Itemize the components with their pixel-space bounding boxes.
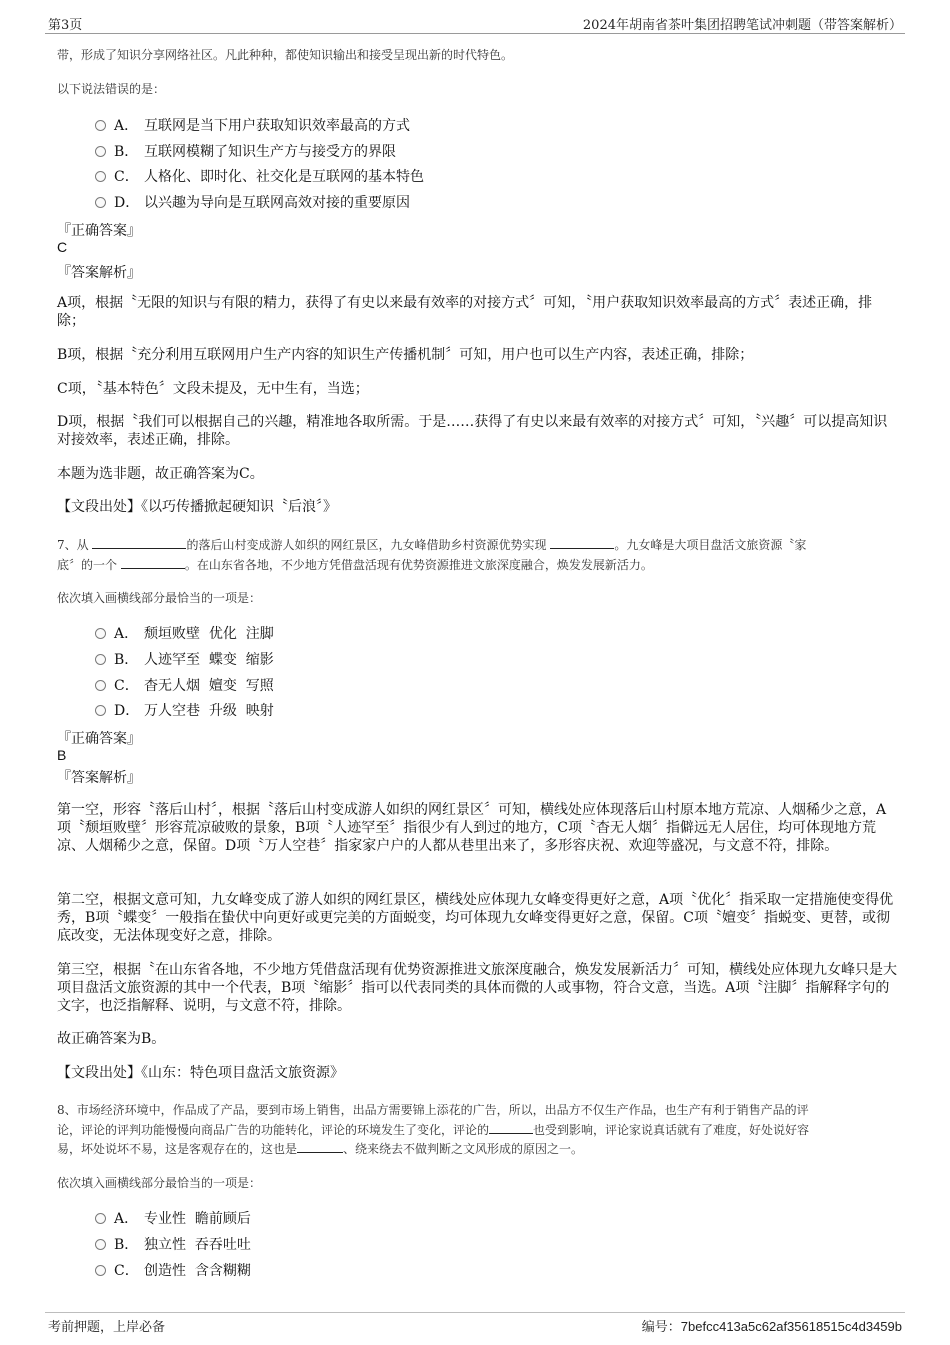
radio-icon[interactable]: [95, 146, 106, 157]
radio-icon[interactable]: [95, 171, 106, 182]
page-header: [45, 14, 905, 34]
q7-analysis-2: 第二空，根据文意可知，九女峰变成了游人如织的网红景区，横线处应体现九女峰变得更好之意，A项〝优化〞指采取一定措施使变得优秀，B项〝蝶变〞一般指在蛰伏中向更好或更完美的方面蜕变，均可体现九女峰变得更好之意，保留。C项〝嬗变〞指蜕变、更替，或彻底改变，无法体现变好之意，排除。: [57, 892, 894, 944]
footer-slogan: 考前押题，上岸必备: [48, 1320, 166, 1335]
q7-stem-line1: 7、从 的落后山村变成游人如织的网红景区，九女峰借助乡村资源优势实现 。九女峰是大项目盘活文旅资源〝家: [57, 535, 806, 553]
q6-intro-tail: 带，形成了知识分享网络社区。凡此种种，都使知识输出和接受呈现出新的时代特色。: [57, 48, 514, 62]
q8-stem-line3: 易，坏处说坏不易，这是客观存在的，这也是 、绕来绕去不做判断之文风形成的原因之一。: [57, 1139, 583, 1157]
q8-blank-2: [297, 1139, 343, 1153]
q6-analysis-label: 『答案解析』: [57, 265, 141, 281]
q6-option-a[interactable]: A． 互联网是当下用户获取知识效率最高的方式: [95, 115, 410, 135]
radio-icon[interactable]: [95, 680, 106, 691]
q8-blank-1: [489, 1120, 533, 1134]
q8-stem-line2: 论，评论的评判功能慢慢向商品广告的功能转化，评论的环境发生了变化，评论的 也受到影响，评论家说真话就有了难度，好处说好容: [57, 1120, 809, 1138]
q6-option-c[interactable]: C． 人格化、即时化、社交化是互联网的基本特色: [95, 166, 424, 186]
q6-answer-label: 『正确答案』: [57, 223, 141, 239]
page-number: 第3页: [48, 18, 83, 33]
q7-analysis-1: 第一空，形容〝落后山村〞，根据〝落后山村变成游人如织的网红景区〞可知，横线处应体现落后山村原本地方荒凉、人烟稀少之意，A项〝颓垣败壁〞形容荒凉破败的景象，B项〝人迹罕至〞指很少有人到过的地方，C项〝杳无人烟〞指僻远无人居住，均可体现地方荒凉、人烟稀少之意，保留。D项〝万人空巷〞指家家户户的人都从巷里出来了，多形容庆祝、欢迎等盛况，与文意不符，排除。: [57, 802, 887, 854]
q7-conclusion: 故正确答案为B。: [57, 1031, 166, 1047]
q8-prompt: 依次填入画横线部分最恰当的一项是：: [57, 1176, 262, 1190]
q7-analysis-label: 『答案解析』: [57, 770, 141, 786]
q7-blank-1: [92, 535, 186, 549]
q7-option-d[interactable]: D． 万人空巷 升级 映射: [95, 700, 274, 720]
document-code: 编号：7befcc413a5c62af35618515c4d3459b: [641, 1319, 902, 1335]
q7-source: 【文段出处】《山东：特色项目盘活文旅资源》: [57, 1065, 344, 1081]
document-title: 2024年胡南省茶叶集团招聘笔试冲刺题（带答案解析）: [582, 18, 902, 33]
radio-icon[interactable]: [95, 1213, 106, 1224]
q6-answer: C: [57, 239, 68, 255]
radio-icon[interactable]: [95, 654, 106, 665]
q8-option-c[interactable]: C． 创造性 含含糊糊: [95, 1260, 251, 1280]
q7-blank-3: [121, 555, 185, 569]
q7-blank-2: [550, 535, 614, 549]
q6-analysis-b: B项，根据〝充分利用互联网用户生产内容的知识生产传播机制〞可知，用户也可以生产内容，表述正确，排除；: [57, 347, 754, 363]
q7-answer-label: 『正确答案』: [57, 731, 141, 747]
q6-source: 【文段出处】《以巧传播掀起硬知识〝后浪〞》: [57, 499, 337, 515]
q6-option-d[interactable]: D． 以兴趣为导向是互联网高效对接的重要原因: [95, 192, 410, 212]
radio-icon[interactable]: [95, 120, 106, 131]
radio-icon[interactable]: [95, 1239, 106, 1250]
radio-icon[interactable]: [95, 1265, 106, 1276]
page-footer: [45, 1312, 905, 1336]
q6-analysis-d: D项，根据〝我们可以根据自己的兴趣，精准地各取所需。于是……获得了有史以来最有效率的对接方式〞可知，〝兴趣〞可以提高知识对接效率，表述正确，排除。: [57, 414, 888, 448]
q6-prompt: 以下说法错误的是：: [57, 82, 166, 96]
radio-icon[interactable]: [95, 705, 106, 716]
radio-icon[interactable]: [95, 197, 106, 208]
q6-conclusion: 本题为选非题，故正确答案为C。: [57, 466, 264, 482]
q7-option-b[interactable]: B． 人迹罕至 蝶变 缩影: [95, 649, 274, 669]
q7-option-a[interactable]: A． 颓垣败壁 优化 注脚: [95, 623, 274, 643]
q7-option-c[interactable]: C． 杳无人烟 嬗变 写照: [95, 675, 274, 695]
q7-answer: B: [57, 747, 67, 763]
q6-analysis-c: C项，〝基本特色〞文段未提及，无中生有，当选；: [57, 381, 369, 397]
q8-stem-line1: 8、市场经济环境中，作品成了产品，要到市场上销售，出品方需要锦上添花的广告，所以，出品方不仅生产作品，也生产有利于销售产品的评: [57, 1103, 809, 1117]
q6-analysis-a: A项，根据〝无限的知识与有限的精力，获得了有史以来最有效率的对接方式〞可知，〝用户获取知识效率最高的方式〞表述正确，排除；: [57, 295, 873, 329]
q7-stem-line2: 底〞的一个 。在山东省各地，不少地方凭借盘活现有优势资源推进文旅深度融合，焕发发展新活力。: [57, 555, 653, 573]
q6-option-b[interactable]: B． 互联网模糊了知识生产方与接受方的界限: [95, 141, 396, 161]
q8-option-b[interactable]: B． 独立性 吞吞吐吐: [95, 1234, 251, 1254]
q7-analysis-3: 第三空，根据〝在山东省各地，不少地方凭借盘活现有优势资源推进文旅深度融合，焕发发展新活力〞可知，横线处应体现九女峰只是大项目盘活文旅资源的其中一个代表，B项〝缩影〞指可以代表同类的具体而微的人或事物，符合文意，当选。A项〝注脚〞指解释字句的文字，也泛指解释、说明，与文意不符，排除。: [57, 962, 897, 1014]
radio-icon[interactable]: [95, 628, 106, 639]
q7-prompt: 依次填入画横线部分最恰当的一项是：: [57, 591, 262, 605]
q8-option-a[interactable]: A． 专业性 瞻前顾后: [95, 1208, 251, 1228]
